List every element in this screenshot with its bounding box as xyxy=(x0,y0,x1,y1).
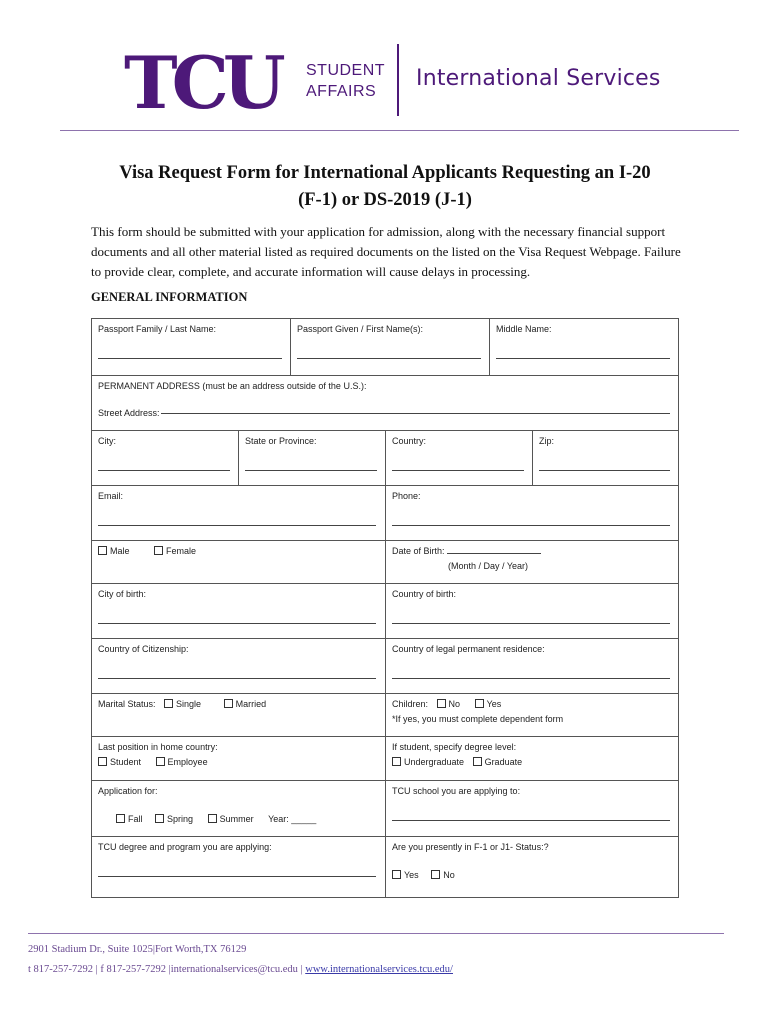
citizenship-label: Country of Citizenship: xyxy=(98,644,189,654)
tcu-logo xyxy=(124,40,280,125)
phone-field[interactable] xyxy=(392,524,670,526)
marital-status xyxy=(92,694,385,714)
zip-label: Zip: xyxy=(539,436,555,446)
tcu-degree-field[interactable] xyxy=(98,875,376,877)
checkbox-icon[interactable] xyxy=(155,814,164,823)
status-no-option[interactable]: No xyxy=(431,869,455,881)
term-options xyxy=(110,809,385,829)
checkbox-icon[interactable] xyxy=(437,699,446,708)
street-address-field[interactable] xyxy=(161,412,670,414)
checkbox-icon[interactable] xyxy=(98,757,107,766)
last-position-label: Last position in home country: xyxy=(98,742,218,752)
marital-status-label: Marital Status: xyxy=(98,699,156,709)
email-label: Email: xyxy=(98,491,124,501)
checkbox-icon[interactable] xyxy=(116,814,125,823)
residence-field[interactable] xyxy=(392,677,670,679)
country-label: Country: xyxy=(392,436,427,446)
single-option[interactable]: Single xyxy=(164,698,201,710)
state-field[interactable] xyxy=(245,469,377,471)
married-option[interactable]: Married xyxy=(224,698,267,710)
zip-field[interactable] xyxy=(539,469,670,471)
tcu-school-label: TCU school you are applying to: xyxy=(392,786,521,796)
svg-text:TCU: TCU xyxy=(124,40,280,125)
f1-j1-status-label: Are you presently in F-1 or J1- Status:? xyxy=(392,842,549,852)
children-yes-option[interactable]: Yes xyxy=(475,698,502,710)
student-option[interactable]: Student xyxy=(98,756,141,768)
position-options xyxy=(92,752,385,772)
checkbox-icon[interactable] xyxy=(392,870,401,879)
checkbox-icon[interactable] xyxy=(473,757,482,766)
checkbox-icon[interactable] xyxy=(156,757,165,766)
dob-label: Date of Birth: xyxy=(386,541,678,561)
checkbox-icon[interactable] xyxy=(392,757,401,766)
residence-label: Country of legal permanent residence: xyxy=(392,644,545,654)
checkbox-icon[interactable] xyxy=(224,699,233,708)
city-of-birth-label: City of birth: xyxy=(98,589,147,599)
citizenship-field[interactable] xyxy=(98,677,376,679)
country-of-birth-field[interactable] xyxy=(392,622,670,624)
form-title: Visa Request Form for International Applicants Requesting an I-20 (F-1) or DS-2019 (J-1) xyxy=(119,163,651,210)
header-rule xyxy=(60,130,739,131)
email-field[interactable] xyxy=(98,524,376,526)
fall-option[interactable]: Fall xyxy=(116,813,143,825)
spring-option[interactable]: Spring xyxy=(155,813,193,825)
section-heading: GENERAL INFORMATION xyxy=(91,290,248,304)
dob-format-hint: (Month / Day / Year) xyxy=(448,561,529,571)
tcu-degree-label: TCU degree and program you are applying: xyxy=(98,842,272,852)
header-divider xyxy=(397,44,399,116)
summer-option[interactable]: Summer xyxy=(208,813,254,825)
checkbox-icon[interactable] xyxy=(154,546,163,555)
graduate-option[interactable]: Graduate xyxy=(473,756,523,768)
dob-field[interactable] xyxy=(447,545,541,554)
city-field[interactable] xyxy=(98,469,230,471)
degree-level-options xyxy=(386,752,678,772)
passport-given-label: Passport Given / First Name(s): xyxy=(297,324,424,334)
department-name: International Services xyxy=(416,66,661,91)
children-no-option[interactable]: No xyxy=(437,698,461,710)
female-option[interactable]: Female xyxy=(154,545,196,557)
country-of-birth-label: Country of birth: xyxy=(392,589,457,599)
street-address-label: Street Address: xyxy=(98,408,160,418)
degree-level-label: If student, specify degree level: xyxy=(392,742,517,752)
city-of-birth-field[interactable] xyxy=(98,622,376,624)
middle-name-label: Middle Name: xyxy=(496,324,552,334)
passport-family-label: Passport Family / Last Name: xyxy=(98,324,217,334)
employee-option[interactable]: Employee xyxy=(156,756,208,768)
passport-given-field[interactable] xyxy=(297,357,481,359)
children-note: *If yes, you must complete dependent form xyxy=(392,714,564,724)
student-affairs-label: STUDENT AFFAIRS xyxy=(306,62,386,100)
intro-paragraph: This form should be submitted with your application for admission, along with the necessary financial support documents and all other material listed as required documents on the listed on the Visa Request Webpage. Failure to provide clear, complete, and accurate information will cause delays in processing. xyxy=(91,224,681,279)
checkbox-icon[interactable] xyxy=(208,814,217,823)
tcu-school-field[interactable] xyxy=(392,819,670,821)
general-information-form xyxy=(91,318,679,898)
permanent-address-label: PERMANENT ADDRESS (must be an address outside of the U.S.): xyxy=(98,381,367,391)
gender-options xyxy=(92,541,385,561)
application-for-label: Application for: xyxy=(98,786,158,796)
country-field[interactable] xyxy=(392,469,524,471)
year-field[interactable]: Year: _____ xyxy=(268,814,317,824)
middle-name-field[interactable] xyxy=(496,357,670,359)
city-label: City: xyxy=(98,436,116,446)
undergraduate-option[interactable]: Undergraduate xyxy=(392,756,464,768)
male-option[interactable]: Male xyxy=(98,545,130,557)
checkbox-icon[interactable] xyxy=(164,699,173,708)
footer-address: 2901 Stadium Dr., Suite 1025|Fort Worth,TX 76129 xyxy=(28,944,247,955)
website-link[interactable]: www.internationalservices.tcu.edu/ xyxy=(305,964,453,975)
passport-family-field[interactable] xyxy=(98,357,282,359)
checkbox-icon[interactable] xyxy=(475,699,484,708)
f1-j1-status-options xyxy=(386,865,678,885)
footer-contact: t 817-257-7292 | f 817-257-7292 |internationalservices@tcu.edu | www.internationalservices.tcu.edu/ xyxy=(28,964,453,975)
footer-rule xyxy=(28,933,724,934)
phone-label: Phone: xyxy=(392,491,421,501)
state-label: State or Province: xyxy=(245,436,317,446)
checkbox-icon[interactable] xyxy=(431,870,440,879)
status-yes-option[interactable]: Yes xyxy=(392,869,419,881)
children-label: Children: xyxy=(392,699,429,709)
checkbox-icon[interactable] xyxy=(98,546,107,555)
